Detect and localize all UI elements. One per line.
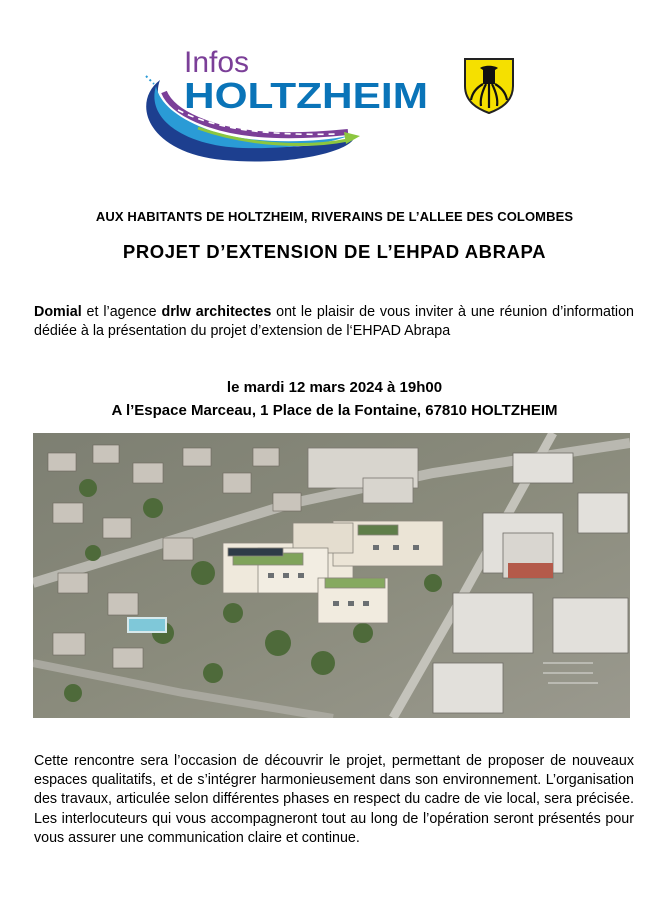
agency-name: drlw architectes <box>161 304 272 320</box>
page-title: PROJET D’EXTENSION DE L’EHPAD ABRAPA <box>122 241 547 262</box>
infos-holtzheim-logo <box>138 48 438 163</box>
description-paragraph: Cette rencontre sera l’occasion de découvrir le projet, permettant de proposer de nouveaux espaces qualitatifs, et de s’intégrer harmonieusement dans son environnement. L’organisation des travaux, articulée selon différentes phases en respect du cadre de vie local, sera précisée. Les interlocuteurs qui vous accompagneront tout au long de l’opération seront présentés pour vous assurer une communication claire et continue. <box>34 753 634 846</box>
town-crest-icon <box>462 56 516 114</box>
logo-word-holtzheim: HOLTZHEIM <box>184 75 428 116</box>
audience-heading: AUX HABITANTS DE HOLTZHEIM, RIVERAINS DE L’ALLEE DES COLOMBES <box>95 209 574 224</box>
intro-text-part2: ont le plaisir de vous inviter à une réunion d’information dédiée à la présentation du projet d’extension de l‘EHPAD Abrapa <box>34 304 634 339</box>
event-place: A l’Espace Marceau, 1 Place de la Fontaine, 67810 HOLTZHEIM <box>111 402 558 419</box>
intro-paragraph <box>34 303 634 341</box>
event-date: le mardi 12 mars 2024 à 19h00 <box>226 379 443 396</box>
org-name: Domial <box>34 304 82 320</box>
intro-text-part1: et l’agence <box>81 304 162 320</box>
logo-word-infos: Infos <box>184 46 250 79</box>
aerial-project-image <box>33 433 630 718</box>
